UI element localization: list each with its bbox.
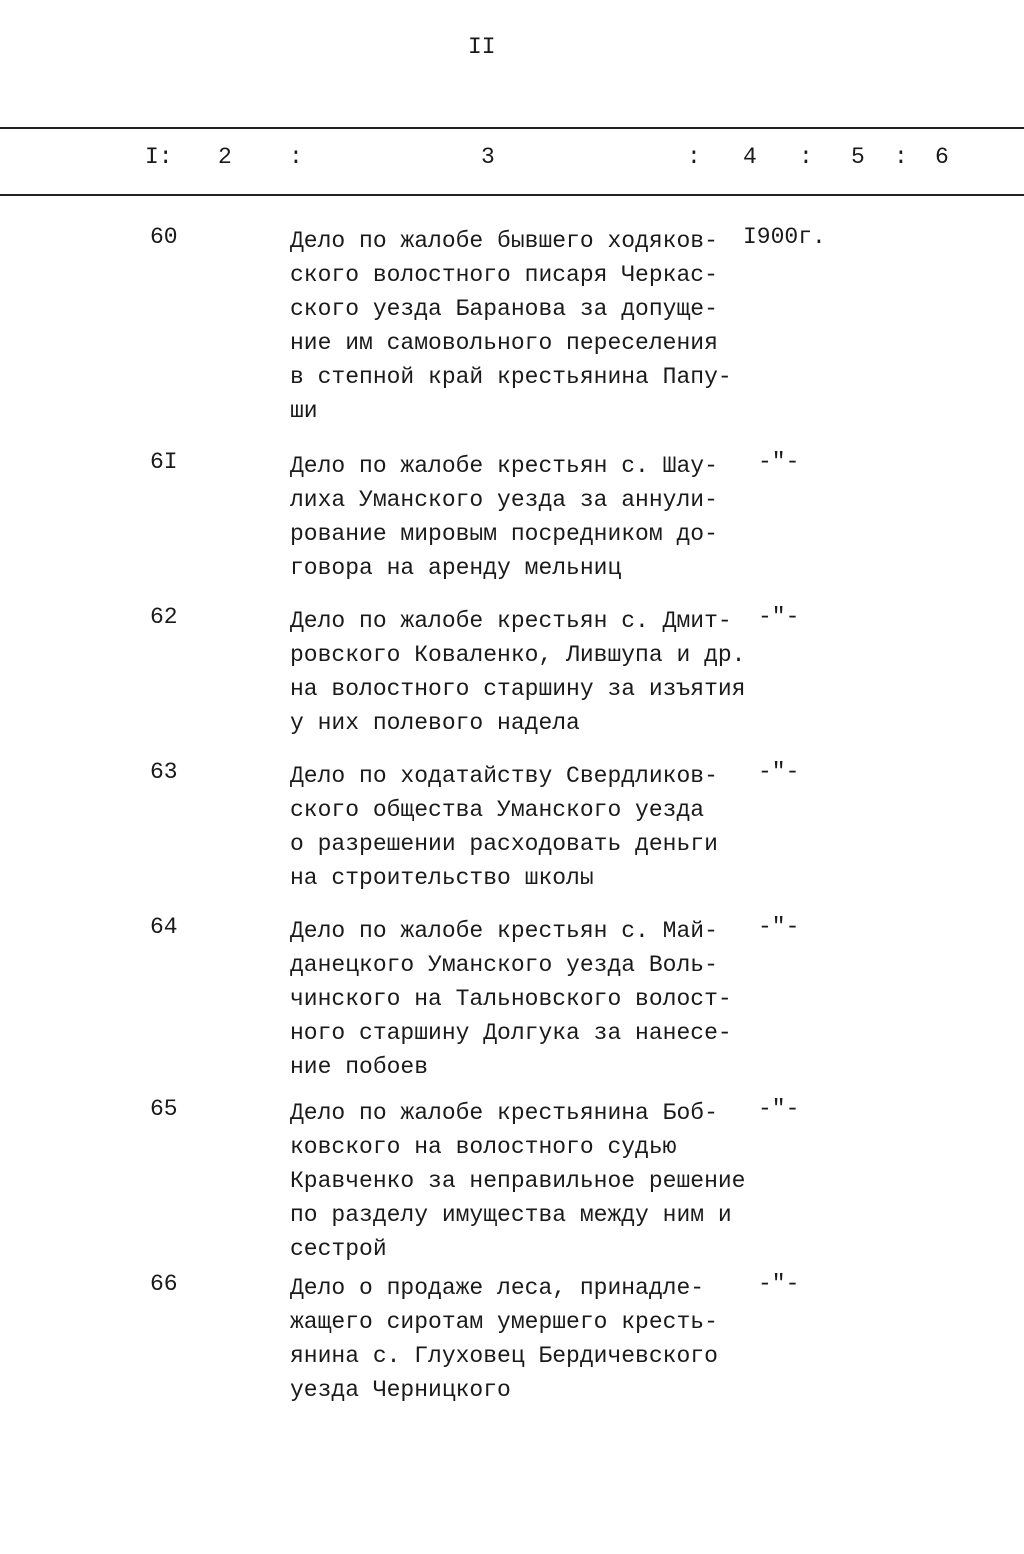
column-separator: : [799, 144, 813, 170]
entry-description-line: данецкого Уманского уезда Воль- [290, 952, 718, 978]
entry-description [290, 224, 732, 428]
page-number: II [468, 34, 496, 60]
entry-number: 60 [150, 224, 178, 250]
entry-number: 66 [150, 1271, 178, 1297]
column-header-6: 6 [935, 144, 949, 170]
header-bottom-rule [0, 194, 1024, 196]
entry-description-line: Дело о продаже леса, принадле- [290, 1275, 705, 1301]
entry-description-line: Дело по жалобе крестьян с. Дмит- [290, 608, 732, 634]
entry-number: 64 [150, 914, 178, 940]
entry-description-line: Дело по жалобе крестьян с. Шау- [290, 453, 718, 479]
entry-date: -"- [758, 449, 800, 475]
entry-description [290, 1096, 745, 1266]
entry-date: -"- [758, 1096, 800, 1122]
entry-description-line: о разрешении расходовать деньги [290, 831, 718, 857]
column-header-2: 2 [218, 144, 232, 170]
entry-description-line: у них полевого надела [290, 710, 580, 736]
entry-description-line: сестрой [290, 1236, 387, 1262]
column-header-5: 5 [851, 144, 865, 170]
entry-description-line: Дело по ходатайству Свердликов- [290, 763, 718, 789]
entry-description-line: ши [290, 398, 318, 424]
entry-description-line: говора на аренду мельниц [290, 555, 622, 581]
entry-description-line: янина с. Глуховец Бердичевского [290, 1343, 718, 1369]
entry-description-line: рование мировым посредником до- [290, 521, 718, 547]
column-separator: : [894, 144, 908, 170]
entry-description-line: по разделу имущества между ним и [290, 1202, 732, 1228]
column-separator: : [289, 144, 303, 170]
entry-date: -"- [758, 1271, 800, 1297]
entry-description [290, 914, 732, 1084]
entry-description-line: в степной край крестьянина Папу- [290, 364, 732, 390]
entry-description-line: Дело по жалобе бывшего ходяков- [290, 228, 718, 254]
entry-description-line: на волостного старшину за изъятия [290, 676, 746, 702]
entry-description-line: Кравченко за неправильное решение [290, 1168, 746, 1194]
entry-number: 65 [150, 1096, 178, 1122]
entry-description-line: на строительство школы [290, 865, 594, 891]
entry-description-line: лиха Уманского уезда за аннули- [290, 487, 718, 513]
entry-description [290, 604, 745, 740]
entry-description-line: ского уезда Баранова за допуще- [290, 296, 718, 322]
entry-description [290, 449, 718, 585]
entry-description-line: ного старшину Долгука за нанесе- [290, 1020, 732, 1046]
header-top-rule [0, 127, 1024, 129]
column-header-3: 3 [481, 144, 495, 170]
entry-description-line: ние побоев [290, 1054, 429, 1080]
entry-description-line: ского общества Уманского уезда [290, 797, 705, 823]
entry-date: -"- [758, 914, 800, 940]
entry-description-line: чинского на Тальновского волост- [290, 986, 732, 1012]
entry-description-line: Дело по жалобе крестьян с. Май- [290, 918, 718, 944]
entry-description-line: жащего сиротам умершего кресть- [290, 1309, 718, 1335]
entry-number: 62 [150, 604, 178, 630]
entry-description-line: уезда Черницкого [290, 1377, 511, 1403]
entry-date: I900г. [743, 224, 826, 250]
column-header-4: 4 [743, 144, 757, 170]
entry-description-line: ровского Коваленко, Лившупа и др. [290, 642, 746, 668]
entry-date: -"- [758, 759, 800, 785]
entry-description-line: ние им самовольного переселения [290, 330, 718, 356]
entry-description-line: ского волостного писаря Черкас- [290, 262, 718, 288]
entry-number: 63 [150, 759, 178, 785]
entry-description-line: Дело по жалобе крестьянина Боб- [290, 1100, 718, 1126]
entry-description-line: ковского на волостного судью [290, 1134, 677, 1160]
entry-number: 6I [150, 449, 178, 475]
entry-description [290, 1271, 718, 1407]
column-separator: : [687, 144, 701, 170]
column-header-1: I: [145, 144, 173, 170]
entry-description [290, 759, 718, 895]
entry-date: -"- [758, 604, 800, 630]
